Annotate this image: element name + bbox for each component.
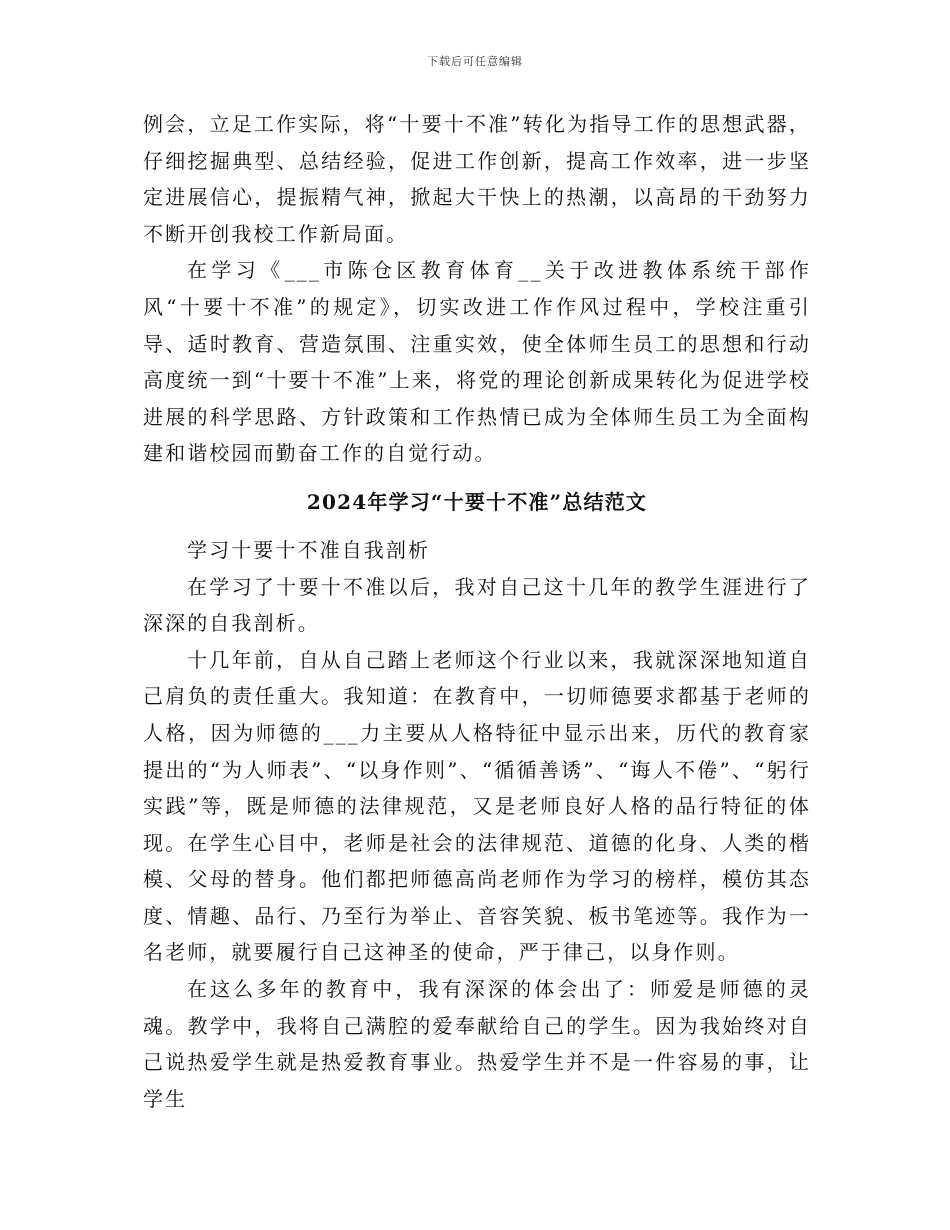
- section-title: 2024年学习“十要十不准”总结范文: [306, 489, 648, 514]
- paragraph-4: 十几年前，自从自己踏上老师这个行业以来，我就深深地知道自己肩负的责任重大。我知道：在教育中，一切师德要求都基于老师的人格，因为师德的___力主要从人格特征中显示出来，历代的教育家提出的“为人师表”、“以身作则”、“循循善诱”、“诲人不倦”、“躬行实践”等，既是师德的法律规范，又是老师良好人格的品行特征的体现。在学生心目中，老师是社会的法律规范、道德的化身、人类的楷模、父母的替身。他们都把师德高尚老师作为学习的榜样，模仿其态度、情趣、品行、乃至行为举止、音容笑貌、板书笔迹等。我作为一名老师，就要履行自己这神圣的使命，严于律己，以身作则。: [143, 647, 811, 965]
- paragraph-3: 在学习了十要十不准以后，我对自己这十几年的教学生涯进行了深深的自我剖析。: [143, 574, 811, 636]
- paragraph-5: 在这么多年的教育中，我有深深的体会出了：师爱是师德的灵魂。教学中，我将自己满腔的爱奉献给自己的学生。因为我始终对自己说热爱学生就是热爱教育事业。热爱学生并不是一件容易的事，让学生: [143, 977, 811, 1111]
- document-body: [143, 106, 811, 1117]
- subheading: 学习十要十不准自我剖析: [187, 537, 431, 562]
- paragraph-2: 在学习《___市陈仓区教育体育__关于改进教体系统干部作风“十要十不准”的规定》，切实改进工作作风过程中，学校注重引导、适时教育、营造氛围、注重实效，使全体师生员工的思想和行动高度统一到“十要十不准”上来，将党的理论创新成果转化为促进学校进展的科学思路、方针政策和工作热情已成为全体师生员工为全面构建和谐校园而勤奋工作的自觉行动。: [143, 258, 811, 466]
- paragraph-1: 例会，立足工作实际，将“十要十不准”转化为指导工作的思想武器，仔细挖掘典型、总结经验，促进工作创新，提高工作效率，进一步坚定进展信心，提振精气神，掀起大干快上的热潮，以高昂的干劲努力不断开创我校工作新局面。: [143, 112, 811, 246]
- page-header: 下载后可任意编辑: [427, 55, 523, 68]
